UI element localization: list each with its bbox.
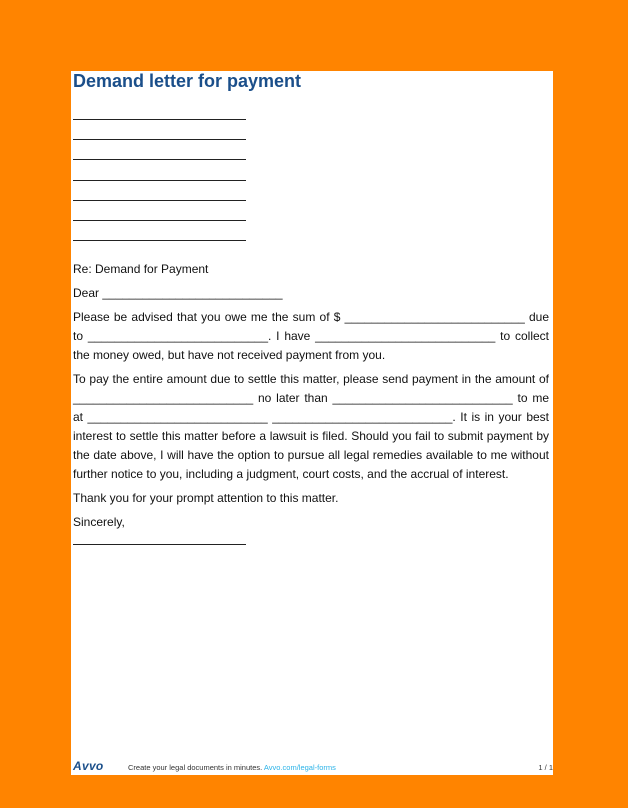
document-title: Demand letter for payment <box>73 71 302 91</box>
subject-line: Re: Demand for Payment <box>73 262 209 277</box>
signature-line <box>73 544 246 545</box>
avvo-logo: Avvo <box>73 759 104 773</box>
page-footer <box>71 758 553 774</box>
address-line <box>73 159 246 160</box>
document-body <box>73 71 549 545</box>
paragraph-amount-owed: Please be advised that you owe me the sum of $ ___________________________ due to ___________________________. I have ___________________________ to collect the money owed, but have not received payment from you. <box>73 310 549 363</box>
address-line <box>73 139 246 140</box>
address-line <box>73 119 246 120</box>
document-page <box>71 71 553 775</box>
tagline-text: Create your legal documents in minutes. <box>128 763 263 772</box>
address-line <box>73 240 246 241</box>
salutation: Dear ___________________________ <box>73 286 283 301</box>
footer-tagline <box>128 763 336 772</box>
address-line <box>73 220 246 221</box>
closing: Sincerely, <box>73 515 125 530</box>
address-line <box>73 180 246 181</box>
address-block <box>73 119 549 241</box>
paragraph-thanks: Thank you for your prompt attention to this matter. <box>73 491 339 506</box>
address-line <box>73 200 246 201</box>
page-number: 1 / 1 <box>538 763 553 772</box>
paragraph-payment-request: To pay the entire amount due to settle this matter, please send payment in the amount of ___________________________ no later than ___________________________ to me at ___________________________ ___________________________. It is in your best interest to settle this matter before a lawsuit is filed. Should you fail to submit payment by the date above, I will have the option to pursue all legal remedies available to me without further notice to you, including a judgment, court costs, and the accrual of interest. <box>73 372 549 482</box>
legal-forms-link[interactable]: Avvo.com/legal-forms <box>263 763 336 772</box>
